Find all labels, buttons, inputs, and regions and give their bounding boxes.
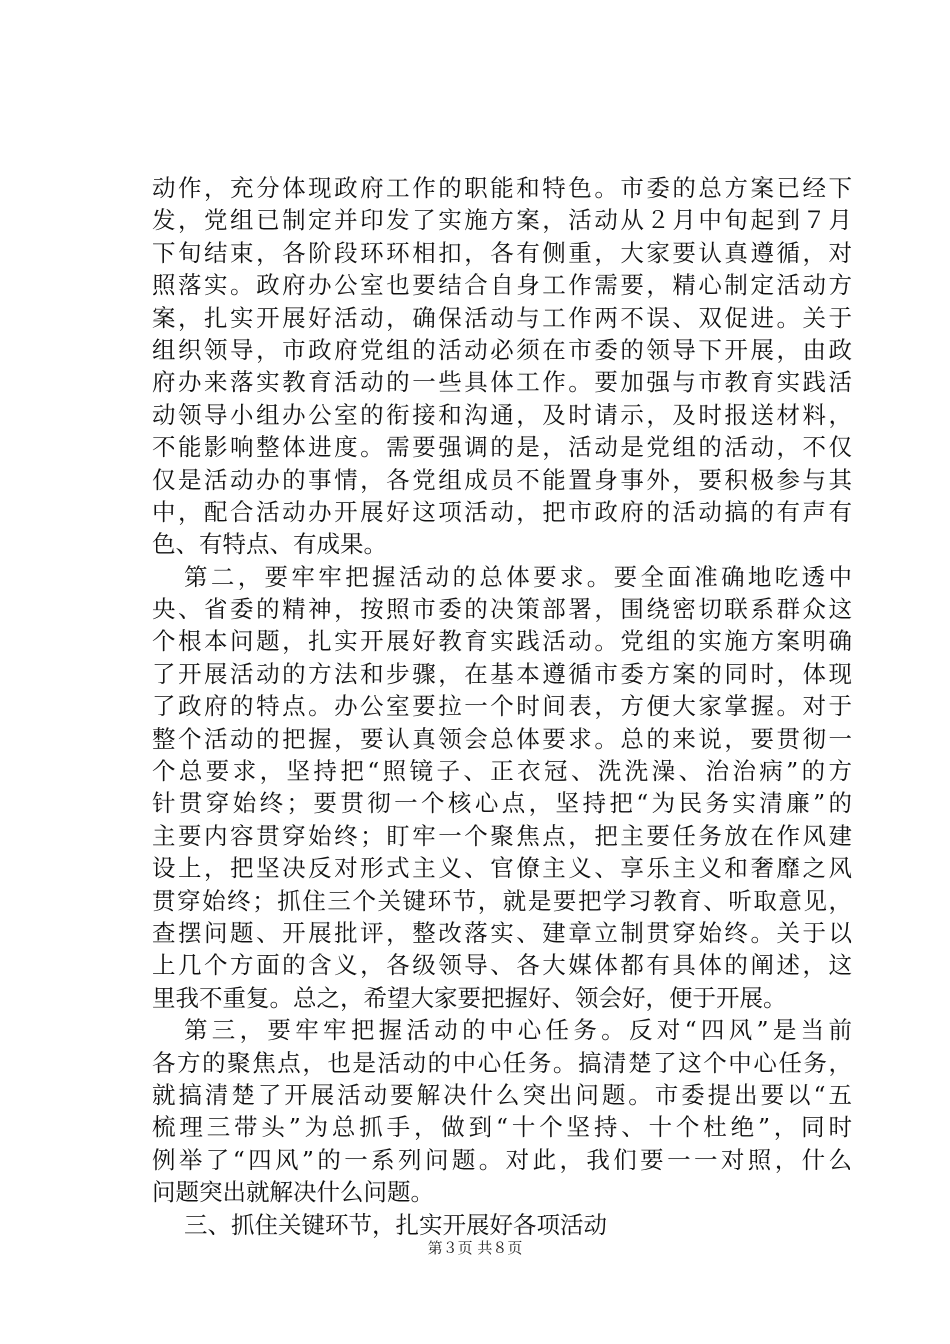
- text-line: 例举了“四风”的一系列问题。对此，我们要一一对照，什么: [152, 1145, 852, 1174]
- text-line: 了开展活动的方法和步骤，在基本遵循市委方案的同时，体现: [152, 659, 852, 688]
- text-line: 三、抓住关键环节，扎实开展好各项活动: [184, 1210, 607, 1239]
- text-line: 各方的聚焦点，也是活动的中心任务。搞清楚了这个中心任务，: [152, 1048, 852, 1077]
- text-line: 案，扎实开展好活动，确保活动与工作两不误、双促进。关于: [152, 303, 852, 332]
- text-line: 中，配合活动办开展好这项活动，把市政府的活动搞的有声有: [152, 497, 852, 526]
- text-line: 下旬结束，各阶段环环相扣，各有侧重，大家要认真遵循，对: [152, 238, 852, 267]
- text-line: 动作，充分体现政府工作的职能和特色。市委的总方案已经下: [152, 174, 852, 202]
- text-line: 主要内容贯穿始终；盯牢一个聚焦点，把主要任务放在作风建: [152, 821, 852, 850]
- text-line: 央、省委的精神，按照市委的决策部署，围绕密切联系群众这: [152, 595, 852, 624]
- text-line: 色、有特点、有成果。: [152, 530, 387, 559]
- text-line: 设上，把坚决反对形式主义、官僚主义、享乐主义和奢靡之风: [152, 854, 852, 883]
- text-line: 个总要求，坚持把“照镜子、正衣冠、洗洗澡、治治病”的方: [152, 757, 852, 786]
- text-line: 查摆问题、开展批评，整改落实、建章立制贯穿始终。关于以: [152, 918, 852, 947]
- text-line: 府办来落实教育活动的一些具体工作。要加强与市教育实践活: [152, 368, 852, 397]
- text-line: 整个活动的把握，要认真领会总体要求。总的来说，要贯彻一: [152, 724, 852, 753]
- text-line: 第二，要牢牢把握活动的总体要求。要全面准确地吃透中: [184, 562, 852, 591]
- text-line: 上几个方面的含义，各级领导、各大媒体都有具体的阐述，这: [152, 951, 852, 980]
- text-line: 了政府的特点。办公室要拉一个时间表，方便大家掌握。对于: [152, 692, 852, 721]
- text-line: 动领导小组办公室的衔接和沟通，及时请示，及时报送材料，: [152, 400, 852, 429]
- text-line: 问题突出就解决什么问题。: [152, 1178, 434, 1207]
- text-line: 第三，要牢牢把握活动的中心任务。反对“四风”是当前: [184, 1016, 852, 1045]
- text-line: 照落实。政府办公室也要结合自身工作需要，精心制定活动方: [152, 271, 852, 300]
- text-line: 组织领导，市政府党组的活动必须在市委的领导下开展，由政: [152, 335, 852, 364]
- text-line: 就搞清楚了开展活动要解决什么突出问题。市委提出要以“五: [152, 1080, 852, 1109]
- text-line: 不能影响整体进度。需要强调的是，活动是党组的活动，不仅: [152, 433, 852, 462]
- text-line: 个根本问题，扎实开展好教育实践活动。党组的实施方案明确: [152, 627, 852, 656]
- document-body: [152, 172, 852, 1241]
- text-line: 仅是活动办的事情，各党组成员不能置身事外，要积极参与其: [152, 465, 852, 494]
- text-line: 贯穿始终；抓住三个关键环节，就是要把学习教育、听取意见，: [152, 886, 852, 915]
- page-footer: 第３页 共８页: [427, 1239, 523, 1257]
- text-line: 里我不重复。总之，希望大家要把握好、领会好，便于开展。: [152, 983, 787, 1012]
- text-line: 梳理三带头”为总抓手，做到“十个坚持、十个杜绝”，同时: [152, 1113, 852, 1142]
- text-line: 针贯穿始终；要贯彻一个核心点，坚持把“为民务实清廉”的: [152, 789, 852, 818]
- text-line: 发，党组已制定并印发了实施方案，活动从２月中旬起到７月: [152, 206, 852, 235]
